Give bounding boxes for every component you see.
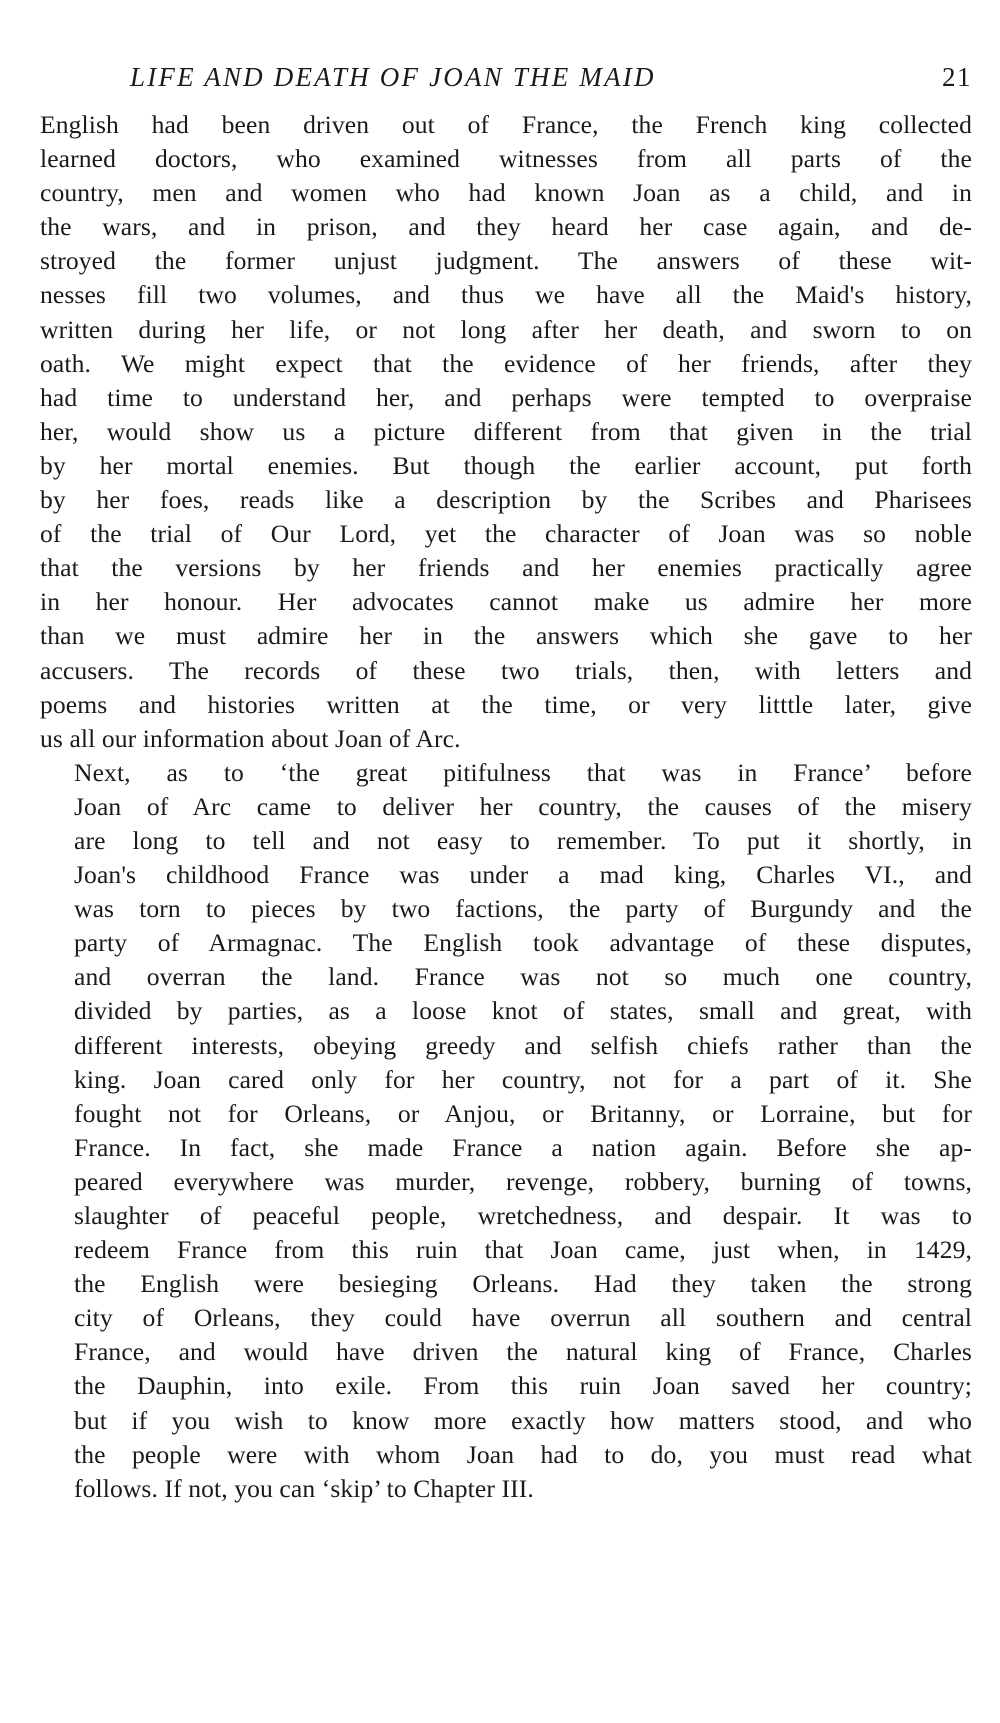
text-line: divided by parties, as a loose knot of states, small and great, with: [74, 996, 972, 1026]
text-line: follows. If not, you can ‘skip’ to Chapter III.: [74, 1473, 534, 1503]
running-title: LIFE AND DEATH OF JOAN THE MAID: [130, 62, 656, 92]
text-line: written during her life, or not long after her death, and sworn to on: [40, 314, 972, 344]
text-line: than we must admire her in the answers which she gave to her: [40, 621, 972, 651]
text-line: stroyed the former unjust judgment. The answers of these wit-: [40, 246, 972, 276]
text-line: oath. We might expect that the evidence of her friends, after they: [40, 348, 972, 378]
text-line: are long to tell and not easy to remember. To put it shortly, in: [74, 825, 972, 855]
text-line: slaughter of peaceful people, wretchedness, and despair. It was to: [74, 1201, 972, 1230]
text-line: Next, as to ‘the great pitifulness that was in France’ before: [74, 757, 972, 787]
page-number: 21: [942, 62, 972, 92]
text-line: France, and would have driven the natural king of France, Charles: [74, 1337, 972, 1367]
book-page: [40, 58, 972, 1506]
text-line: the English were besieging Orleans. Had they taken the strong: [74, 1269, 972, 1299]
text-line: learned doctors, who examined witnesses from all parts of the: [40, 144, 972, 174]
text-line: the wars, and in prison, and they heard her case again, and de-: [40, 212, 972, 242]
text-line: Joan's childhood France was under a mad king, Charles VI., and: [74, 860, 972, 890]
text-line: fought not for Orleans, or Anjou, or Britanny, or Lorraine, but for: [74, 1098, 972, 1128]
text-line: English had been driven out of France, the French king collected: [40, 110, 972, 139]
text-line: accusers. The records of these two trials, then, with letters and: [40, 655, 972, 685]
text-line: had time to understand her, and perhaps were tempted to overpraise: [40, 382, 972, 412]
page-header: [40, 58, 972, 108]
text-line: us all our information about Joan of Arc.: [40, 723, 461, 753]
text-line: of the trial of Our Lord, yet the character of Joan was so noble: [40, 519, 972, 549]
text-line: was torn to pieces by two factions, the party of Burgundy and the: [74, 894, 972, 924]
text-line: city of Orleans, they could have overrun all southern and central: [74, 1303, 972, 1333]
text-line: country, men and women who had known Joan as a child, and in: [40, 178, 972, 208]
paragraph: [40, 108, 972, 756]
text-line: party of Armagnac. The English took advantage of these disputes,: [74, 928, 972, 958]
text-line: and overran the land. France was not so much one country,: [74, 962, 972, 992]
text-line: the people were with whom Joan had to do, you must read what: [74, 1439, 972, 1469]
text-line: the Dauphin, into exile. From this ruin Joan saved her country;: [74, 1371, 972, 1401]
text-line: different interests, obeying greedy and selfish chiefs rather than the: [74, 1030, 972, 1060]
text-line: by her foes, reads like a description by the Scribes and Pharisees: [40, 485, 972, 515]
paragraph: [40, 756, 972, 1506]
text-line: France. In fact, she made France a nation again. Before she ap-: [74, 1132, 972, 1162]
text-line: her, would show us a picture different from that given in the trial: [40, 416, 972, 446]
text-line: poems and histories written at the time, or very litttle later, give: [40, 689, 972, 719]
text-line: peared everywhere was murder, revenge, robbery, burning of towns,: [74, 1166, 972, 1196]
body-text: [40, 108, 972, 1506]
text-line: king. Joan cared only for her country, not for a part of it. She: [74, 1064, 972, 1094]
text-line: redeem France from this ruin that Joan came, just when, in 1429,: [74, 1235, 972, 1265]
text-line: Joan of Arc came to deliver her country, the causes of the misery: [74, 791, 972, 821]
text-line: nesses fill two volumes, and thus we have all the Maid's history,: [40, 280, 972, 310]
text-line: in her honour. Her advocates cannot make us admire her more: [40, 587, 972, 617]
text-line: that the versions by her friends and her enemies practically agree: [40, 553, 972, 583]
text-line: but if you wish to know more exactly how matters stood, and who: [74, 1405, 972, 1435]
text-line: by her mortal enemies. But though the earlier account, put forth: [40, 450, 972, 480]
